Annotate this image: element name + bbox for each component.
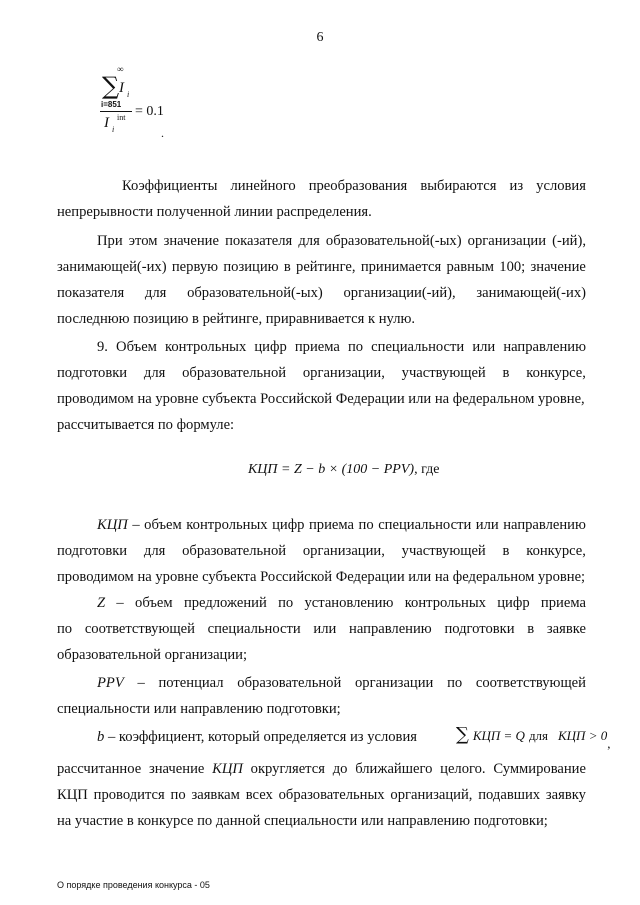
- para1-line2: непрерывности полученной линии распределения.: [57, 204, 372, 220]
- word: принимается: [360, 259, 442, 275]
- def-b-line2: [57, 759, 586, 779]
- word: конкурсе,: [526, 365, 586, 381]
- def-b-text: – коэффициент, который определяется из условия: [107, 729, 417, 745]
- para2-line1: [97, 231, 586, 251]
- word: образовательной: [182, 365, 287, 381]
- word: При: [97, 233, 123, 249]
- word: целого.: [440, 761, 486, 777]
- word: всех: [245, 787, 273, 803]
- condition-positive: КЦП > 0: [558, 728, 608, 743]
- word: рейтинге,: [296, 259, 356, 275]
- word: КЦП: [212, 761, 243, 777]
- word: образовательной(-ых): [325, 233, 462, 249]
- word: установлению: [304, 595, 394, 611]
- sum-sign: ∑: [102, 72, 120, 100]
- word: приема: [540, 595, 586, 611]
- word: подготовки: [57, 543, 128, 559]
- word: до: [332, 761, 348, 777]
- word: заявку: [545, 787, 586, 803]
- formula-rhs: = 0.1: [135, 104, 164, 119]
- sum-variable: I: [119, 80, 124, 96]
- def-ppv-symbol: PPV: [97, 675, 124, 691]
- word: участвующей: [401, 543, 486, 559]
- fraction-bar: [100, 111, 132, 112]
- def-z-line3: образовательной организации;: [57, 647, 248, 663]
- word: контрольных: [404, 595, 486, 611]
- def-z-line1: [97, 593, 586, 613]
- word: направлению: [349, 621, 432, 637]
- word: соответствующей: [84, 621, 195, 637]
- word: по: [170, 787, 186, 803]
- word: показателя: [225, 233, 293, 249]
- word: или: [313, 621, 337, 637]
- def-z-symbol: Z: [97, 595, 106, 611]
- word: по: [347, 339, 364, 355]
- word: цифр: [497, 595, 530, 611]
- word: округляется: [250, 761, 325, 777]
- word: образовательной(-ых): [187, 285, 323, 301]
- word: значение: [163, 233, 219, 249]
- condition-equality: КЦП = Q: [472, 728, 525, 743]
- word: направлению: [503, 517, 586, 533]
- word: позицию: [223, 259, 279, 275]
- word: заявке: [546, 621, 586, 637]
- word: рассчитанное: [57, 761, 142, 777]
- word: выбираются: [420, 178, 497, 194]
- word: организации,: [302, 365, 385, 381]
- formula-kcp-expression: КЦП = Z − b × (100 − PPV): [248, 462, 415, 477]
- word: организации,: [302, 543, 385, 559]
- word: специальности: [371, 339, 465, 355]
- word: из: [509, 178, 524, 194]
- page-number: 6: [316, 30, 324, 45]
- word: равным: [446, 259, 494, 275]
- denominator-index: i: [112, 125, 115, 134]
- def-kcp-line2: [57, 541, 586, 561]
- word: направлению: [503, 339, 586, 355]
- word: значение: [148, 761, 205, 777]
- word: этом: [128, 233, 158, 249]
- word: приема: [294, 339, 340, 355]
- condition-for-word: для: [528, 728, 549, 743]
- para3-line2: [57, 363, 586, 383]
- def-b-line1: [97, 727, 417, 747]
- sum-upper-limit: ∞: [117, 64, 124, 74]
- condition-trailing-comma: ,: [607, 736, 611, 751]
- def-b-line4: на участие в конкурсе по данной специальности или направлению подготовки;: [57, 813, 548, 829]
- word: 100;: [499, 259, 526, 275]
- sum-lower-limit: i=851: [101, 100, 122, 109]
- word: в: [502, 543, 510, 559]
- word: –: [137, 675, 145, 691]
- def-kcp-symbol: КЦП: [97, 517, 128, 533]
- word: объем: [144, 517, 182, 533]
- word: в: [283, 259, 291, 275]
- word: потенциал: [158, 675, 224, 691]
- word: –: [116, 595, 124, 611]
- def-b-condition: [456, 724, 611, 751]
- word: приема: [309, 517, 355, 533]
- word: цифр: [272, 517, 305, 533]
- word: значение: [530, 259, 586, 275]
- formula-kcp-suffix: , где: [414, 462, 440, 477]
- def-kcp-line1: [97, 515, 586, 535]
- word: занимающей(-их): [476, 285, 586, 301]
- word: для: [298, 233, 320, 249]
- para3-line3: проводимом на уровне субъекта Российской Федерации или на федеральном уровне,: [57, 391, 585, 407]
- sum-variable-index: i: [127, 90, 130, 99]
- word: условия: [536, 178, 586, 194]
- word: подавших: [478, 787, 541, 803]
- word: проводится: [93, 787, 165, 803]
- word: Коэффициенты: [122, 178, 218, 194]
- def-kcp-line3: проводимом на уровне субъекта Российской Федерации или на федеральном уровне;: [57, 569, 586, 585]
- word: участвующей: [401, 365, 486, 381]
- def-z-line2: [57, 619, 586, 639]
- word: конкурсе,: [526, 543, 586, 559]
- word: или: [472, 339, 496, 355]
- word: цифр: [254, 339, 287, 355]
- word: показателя: [57, 285, 125, 301]
- word: по: [358, 517, 374, 533]
- word: объем: [135, 595, 173, 611]
- word: в: [502, 365, 510, 381]
- word: –: [132, 517, 140, 533]
- para3-line1: [97, 337, 586, 357]
- word: по: [447, 675, 463, 691]
- def-ppv-line2: специальности или направлению подготовки;: [57, 701, 341, 717]
- word: занимающей(-их): [57, 259, 167, 275]
- word: 9.: [97, 339, 108, 355]
- word: или: [475, 517, 499, 533]
- word: Объем: [116, 339, 157, 355]
- word: по: [278, 595, 294, 611]
- word: образовательной: [237, 675, 342, 691]
- word: организации(-ий),: [343, 285, 456, 301]
- footer-note: О порядке проведения конкурса - 05: [57, 880, 210, 890]
- def-b-symbol: b: [97, 729, 105, 745]
- word: специальности: [378, 517, 472, 533]
- word: контрольных: [186, 517, 268, 533]
- word: предложений: [183, 595, 267, 611]
- word: КЦП: [57, 787, 88, 803]
- word: Суммирование: [493, 761, 586, 777]
- word: соответствующей: [475, 675, 586, 691]
- para2-line3: [57, 283, 586, 303]
- word: образовательных: [278, 787, 385, 803]
- word: первую: [171, 259, 219, 275]
- word: организации: [355, 675, 434, 691]
- word: контрольных: [165, 339, 247, 355]
- denominator-variable: I: [104, 115, 109, 131]
- def-b-line3: [57, 785, 586, 805]
- formula-sum-ratio: [97, 66, 177, 146]
- word: в: [527, 621, 535, 637]
- word: образовательной: [182, 543, 287, 559]
- para1-line1: [122, 176, 586, 196]
- word: для: [144, 285, 167, 301]
- word: ближайшего: [355, 761, 433, 777]
- formula-kcp: [248, 460, 439, 478]
- para2-line4: последнюю позицию в рейтинге, приравнивается к нулю.: [57, 311, 416, 327]
- word: линейного: [230, 178, 296, 194]
- word: заявкам: [191, 787, 240, 803]
- condition-sum-sign: ∑: [456, 724, 469, 745]
- word: по: [57, 621, 73, 637]
- word: преобразования: [308, 178, 408, 194]
- para3-line4: рассчитывается по формуле:: [57, 417, 235, 433]
- word: для: [143, 543, 166, 559]
- word: для: [143, 365, 166, 381]
- formula-trailing-dot: .: [161, 126, 164, 140]
- para2-line2: [57, 257, 586, 277]
- def-ppv-line1: [97, 673, 586, 693]
- word: организаций,: [390, 787, 473, 803]
- word: специальности: [207, 621, 301, 637]
- word: подготовки: [57, 365, 128, 381]
- word: организации: [467, 233, 547, 249]
- word: подготовки: [444, 621, 515, 637]
- denominator-superscript: int: [117, 113, 126, 122]
- word: (-ий),: [552, 233, 586, 249]
